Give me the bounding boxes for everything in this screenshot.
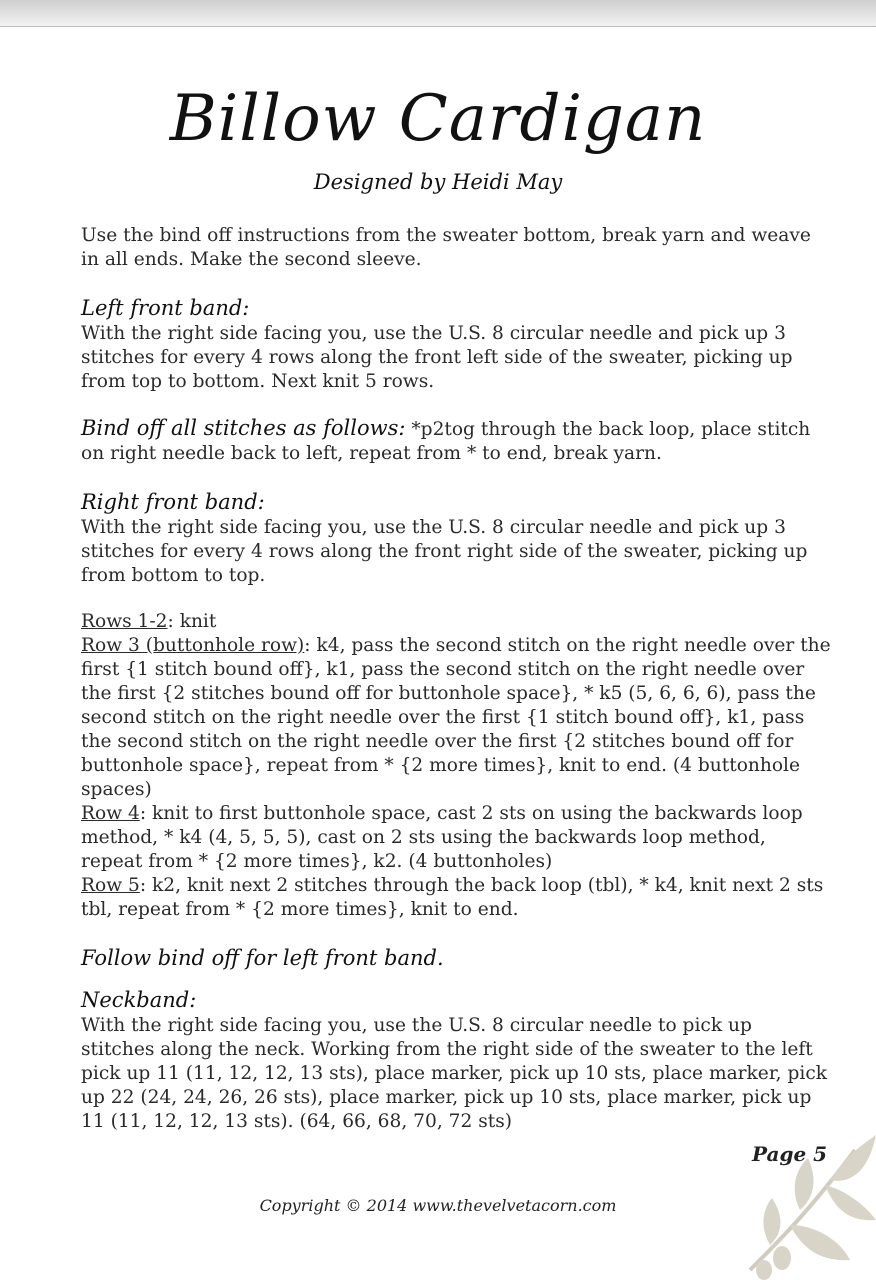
right-band-text: With the right side facing you, use the U.S. 8 circular needle and pick up 3 stitches for every 4 rows along the front right side of the sweater, picking up from bottom to top.	[81, 517, 808, 586]
row-label: Rows 1-2	[81, 611, 168, 632]
neckband-heading: Neckband:	[81, 988, 197, 1012]
intro-paragraph: Use the bind off instructions from the sweater bottom, break yarn and weave in all ends. Make the second sleeve.	[81, 225, 811, 270]
designer-credit: Designed by Heidi May	[313, 170, 563, 194]
left-band-heading: Left front band:	[81, 296, 250, 320]
row-text: : k4, pass the second stitch on the right needle over the first {1 stitch bound off}, k1, pass the second stitch on the right needle over the first {2 stitches bound off for buttonhole space}, * k5 (5, 6, 6, 6), pass the second stitch on the right needle over the first {1 stitch bound off}, k1, pass the second stitch on the right needle over the first {2 stitches bound off for buttonhole space}, repeat from * {2 more times}, knit to end. (4 buttonhole spaces)	[81, 635, 831, 800]
pattern-content	[81, 224, 831, 1134]
follow-bind-off-heading: Follow bind off for left front band.	[81, 946, 444, 970]
right-band-heading: Right front band:	[81, 490, 265, 514]
row-instruction	[81, 634, 831, 802]
left-band-text: With the right side facing you, use the U.S. 8 circular needle and pick up 3 stitches for every 4 rows along the front left side of the sweater, picking up from top to bottom. Next knit 5 rows.	[81, 323, 793, 392]
bind-off-heading: Bind off all stitches as follows:	[81, 416, 406, 440]
row-instruction	[81, 610, 831, 634]
bind-off-text: *p2tog through the back loop, place stitch on right needle back to left, repeat from * to end, break yarn.	[81, 419, 811, 464]
bind-off-paragraph	[81, 416, 831, 466]
row-instruction	[81, 874, 831, 922]
page-title: Billow Cardigan	[169, 82, 707, 156]
row-label: Row 4	[81, 803, 140, 824]
row-text: : knit	[167, 611, 217, 632]
copyright-footer: Copyright © 2014 www.thevelvetacorn.com	[259, 1196, 617, 1215]
row-instruction	[81, 802, 831, 874]
neckband-text: With the right side facing you, use the U.S. 8 circular needle to pick up stitches along the neck. Working from the right side of the sweater to the left pick up 11 (11, 12, 12, 13 sts), place marker, pick up 10 sts, place marker, pick up 22 (24, 24, 26, 26 sts), place marker, pick up 10 sts, place marker, pick up 11 (11, 12, 12, 13 sts). (64, 66, 68, 70, 72 sts)	[81, 1015, 828, 1132]
row-label: Row 5	[81, 875, 140, 896]
row-text: : knit to first buttonhole space, cast 2 sts on using the backwards loop method, * k4 (4, 5, 5, 5), cast on 2 sts using the backwards loop method, repeat from * {2 more times}, k2. (4 buttonholes)	[81, 803, 803, 872]
row-label: Row 3 (buttonhole row)	[81, 635, 305, 656]
top-toolbar	[0, 0, 876, 27]
page-number: Page 5	[752, 1142, 828, 1166]
row-text: : k2, knit next 2 stitches through the back loop (tbl), * k4, knit next 2 sts tbl, repeat from * {2 more times}, knit to end.	[81, 875, 824, 920]
